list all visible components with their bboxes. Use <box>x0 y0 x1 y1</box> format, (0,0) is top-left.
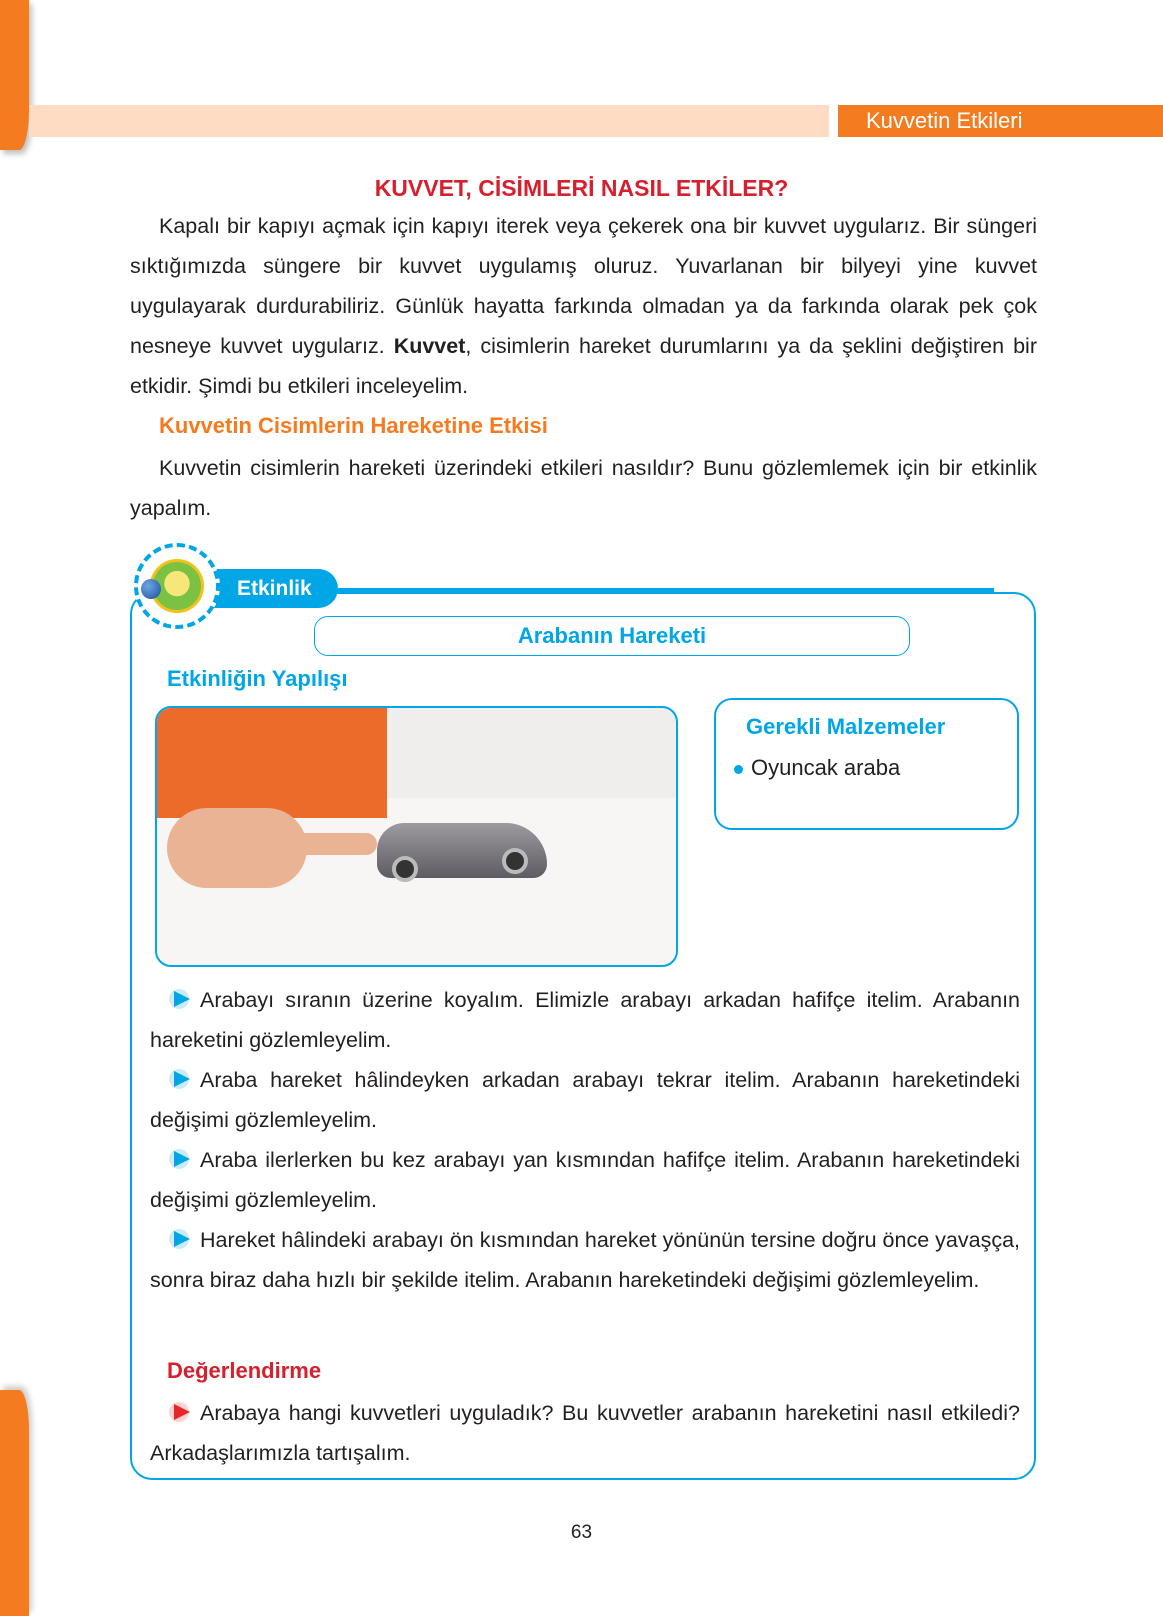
bullet-icon <box>734 765 743 774</box>
step-text: Arabayı sıranın üzerine koyalım. Elimizle arabayı arkadan hafifçe itelim. Arabanın hareketini gözlemleyelim. <box>150 988 1020 1052</box>
evaluation-item <box>150 1393 1020 1473</box>
page-number: 63 <box>570 1522 593 1543</box>
materials-item <box>734 755 900 781</box>
activity-title: Arabanın Hareketi <box>314 616 910 656</box>
play-arrow-icon <box>168 1148 194 1170</box>
section-tab: Kuvvetin Etkileri <box>838 105 1163 137</box>
materials-box <box>714 698 1019 830</box>
evaluation-text: Arabaya hangi kuvvetleri uyguladık? Bu kuvvetler arabanın hareketini nasıl etkiledi? Arkadaşlarımızla tartışalım. <box>150 1401 1020 1465</box>
activity-label: Etkinlik <box>213 569 338 608</box>
intro-bold-term: Kuvvet <box>393 334 466 358</box>
page-edge-decoration <box>0 1390 29 1616</box>
step-item <box>150 1060 1020 1140</box>
page-title: KUVVET, CİSİMLERİ NASIL ETKİLER? <box>374 175 789 201</box>
step-list <box>150 980 1020 1300</box>
header-bar <box>29 105 829 137</box>
step-item <box>150 980 1020 1060</box>
play-arrow-icon <box>168 1401 194 1423</box>
clock-mascot-icon <box>134 543 220 629</box>
step-item <box>150 1140 1020 1220</box>
play-arrow-icon <box>168 988 194 1010</box>
subheading: Kuvvetin Cisimlerin Hareketine Etkisi <box>159 413 548 438</box>
step-item <box>150 1220 1020 1300</box>
step-text: Hareket hâlindeki arabayı ön kısmından hareket yönünün tersine doğru önce yavaşça, sonra biraz daha hızlı bir şekilde itelim. Arabanın hareketindeki değişimi gözlemleyelim. <box>150 1228 1020 1292</box>
play-arrow-icon <box>168 1068 194 1090</box>
step-text: Araba hareket hâlindeyken arkadan arabayı tekrar itelim. Arabanın hareketindeki değişimi gözlemleyelim. <box>150 1068 1020 1132</box>
intro-text: , cisimlerin hareket durumlarını ya da şeklini değiştiren bir etkidir. Şimdi bu etkileri inceleyelim. <box>130 334 1037 398</box>
page-edge-decoration <box>0 0 29 150</box>
activity-top-line <box>322 588 994 593</box>
play-arrow-icon <box>168 1228 194 1250</box>
materials-item-text: Oyuncak araba <box>751 755 901 780</box>
intro-paragraph <box>130 206 1037 406</box>
evaluation-heading: Değerlendirme <box>167 1358 322 1383</box>
step-text: Araba ilerlerken bu kez arabayı yan kısmından hafifçe itelim. Arabanın hareketindeki değişimi gözlemleyelim. <box>150 1148 1020 1212</box>
toy-car-photo <box>155 706 678 967</box>
paragraph-2-text: Kuvvetin cisimlerin hareketi üzerindeki etkileri nasıldır? Bunu gözlemlemek için bir etkinlik yapalım. <box>130 456 1037 520</box>
procedure-heading: Etkinliğin Yapılışı <box>167 666 348 691</box>
intro-text: Kapalı bir kapıyı açmak için kapıyı iterek veya çekerek ona bir kuvvet uygularız. Bir süngeri sıktığımızda süngere bir kuvvet uygulamış oluruz. Yuvarlanan bir bilyeyi yine kuvvet uygulayarak durdurabiliriz. Günlük hayatta farkında olmadan ya da farkında olarak pek çok nesneye kuvvet uygularız. <box>130 214 1037 358</box>
paragraph-2 <box>130 448 1037 528</box>
materials-heading: Gerekli Malzemeler <box>746 714 946 739</box>
